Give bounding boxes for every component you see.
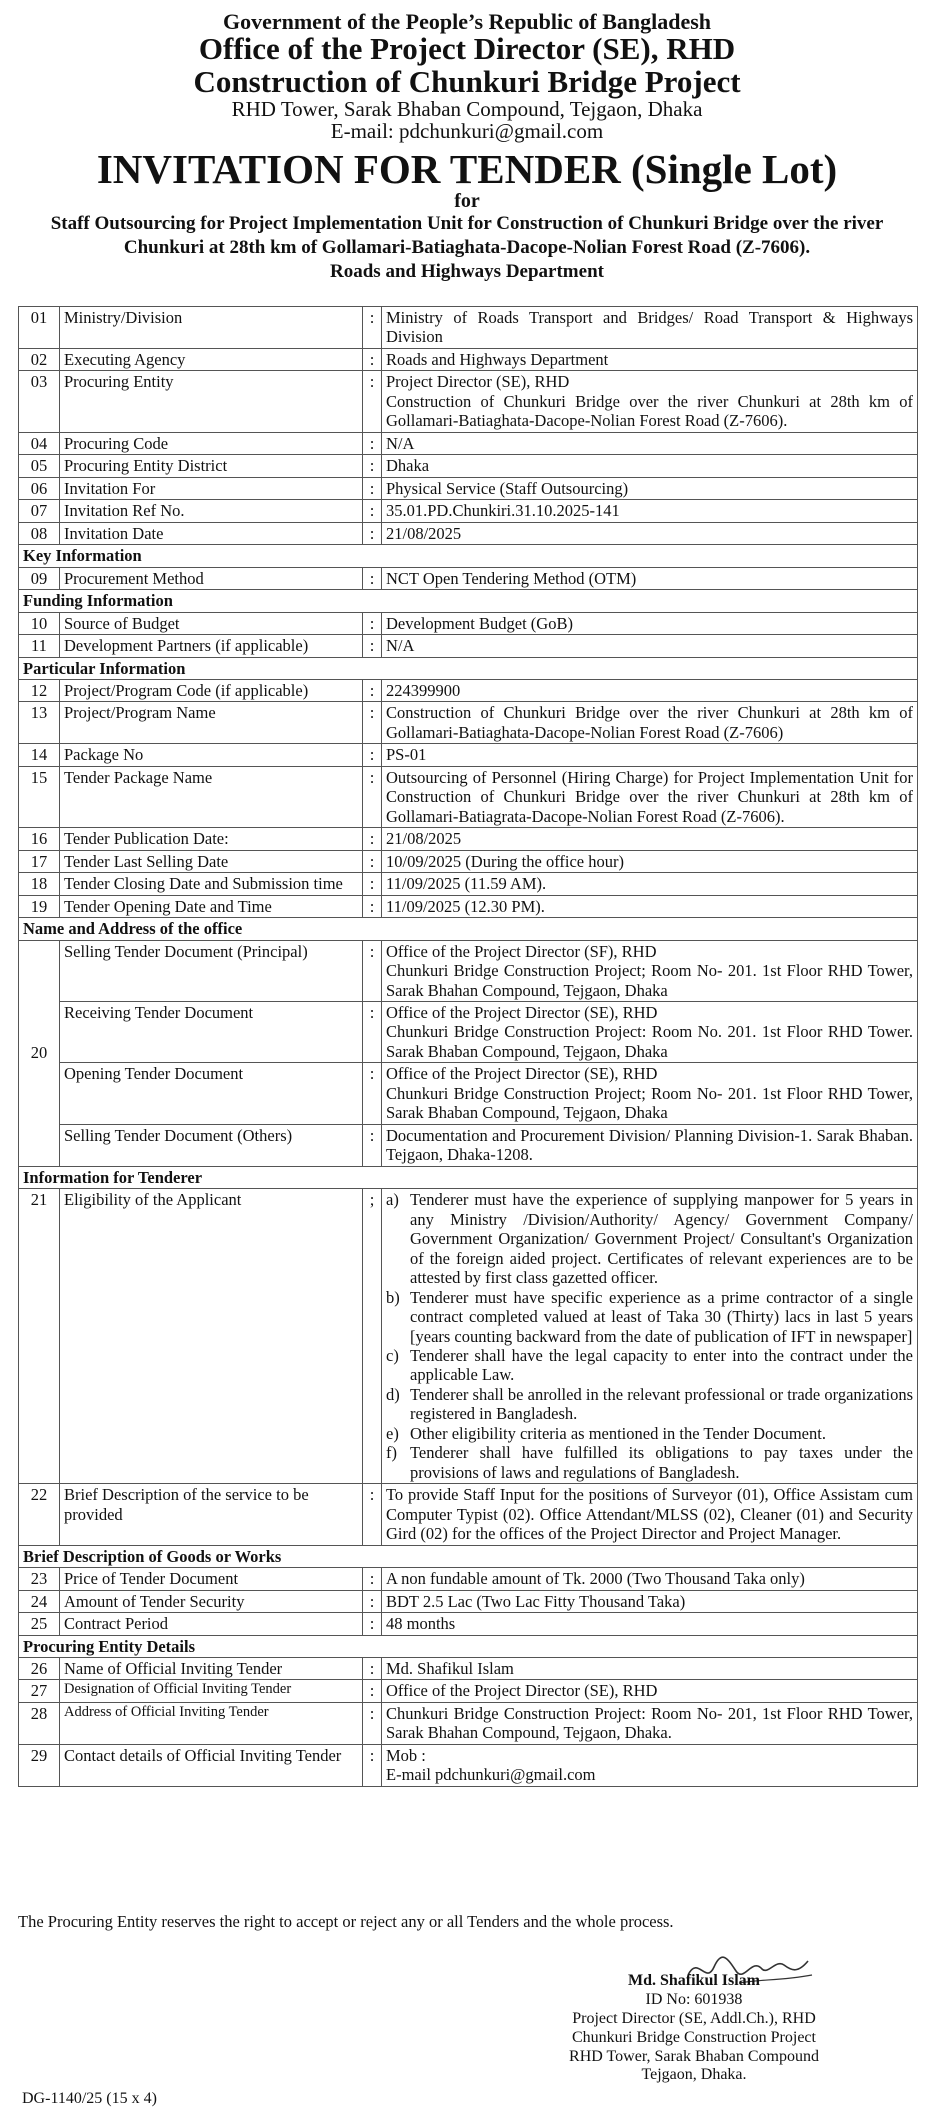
table-row: 22 Brief Description of the service to be provided : To provide Staff Input for the positions of Surveyor (01), Office Assistam cum Computer Typist (02). Office Attendant/MLSS (02), Cleaner (01) and Security Gird (02) for the offices of the Project Director and Project Manager. [19,1484,918,1545]
row-num: 12 [19,679,60,701]
section-title: Information for Tenderer [19,1166,918,1188]
table-row: 23 Price of Tender Document : A non fundable amount of Tk. 2000 (Two Thousand Taka only) [19,1568,918,1590]
row-num: 27 [19,1680,60,1702]
row-label: Tender Closing Date and Submission time [60,873,363,895]
row-label: Name of Official Inviting Tender [60,1658,363,1680]
row-num: 14 [19,744,60,766]
row-num: 15 [19,766,60,827]
row-num: 22 [19,1484,60,1545]
row-value: N/A [382,432,918,454]
row-label: Eligibility of the Applicant [60,1189,363,1484]
row-label: Designation of Official Inviting Tender [60,1680,363,1702]
row-label: Contract Period [60,1613,363,1635]
row-label: Project/Program Code (if applicable) [60,679,363,701]
list-item: f) Tenderer shall have fulfilled its obligations to pay taxes under the provisions of laws and regulations of Bangladesh. [386,1443,913,1482]
row-label: Development Partners (if applicable) [60,635,363,657]
row-num: 21 [19,1189,60,1484]
row-label: Ministry/Division [60,307,363,349]
section-header [19,545,918,567]
row-value [382,940,918,1001]
row-label: Opening Tender Document [60,1063,363,1124]
table-row: Receiving Tender Document : Office of the Project Director (SE), RHD Chunkuri Bridge Construction Project: Room No. 201. 1st Floor RHD Tower. Sarak Bhaban Compound, Tejgaon, Dhaka [19,1002,918,1063]
value-line: Office of the Project Director (SF), RHD [386,941,657,961]
row-label: Procuring Code [60,432,363,454]
section-title: Procuring Entity Details [19,1635,918,1657]
dg-reference: DG-1140/25 (15 x 4) [22,2090,157,2107]
section-title: Brief Description of Goods or Works [19,1545,918,1567]
section-title: Name and Address of the office [19,918,918,940]
signatory-city: Tejgaon, Dhaka. [641,2066,747,2084]
row-value: To provide Staff Input for the positions of Surveyor (01), Office Assistam cum Computer Typist (02). Office Attendant/MLSS (02), Cleaner (01) and Security Gird (02) for the offices of the Project Director and Project Manager. [382,1484,918,1545]
signatory-designation: Project Director (SE, Addl.Ch.), RHD [572,2009,816,2027]
table-row: 25 Contract Period : 48 months [19,1613,918,1635]
table-row: 13 Project/Program Name : Construction of Chunkuri Bridge over the river Chunkuri at 28th km of Gollamari-Batiaghata-Dacope-Nolian Forest Road (Z-7606) [19,702,918,744]
table-row: 28 Address of Official Inviting Tender : Chunkuri Bridge Construction Project: Room No- 201, 1st Floor RHD Tower, Sarak Bhahan Compound, Tejgaon, Dhaka. [19,1702,918,1744]
row-label: Procuring Entity District [60,455,363,477]
tender-table [18,306,918,1787]
row-num: 16 [19,828,60,850]
row-num: 10 [19,612,60,634]
value-line: Chunkuri Bridge Construction Project; Room No- 201. 1st Floor RHD Tower, Sarak Bhaban Compound, Tejgaon, Dhaka [386,1083,913,1123]
page-title: INVITATION FOR TENDER (Single Lot) [96,146,838,193]
section-title: Key Information [19,545,918,567]
row-num: 29 [19,1744,60,1786]
row-label: Contact details of Official Inviting Tender [60,1744,363,1786]
table-row: 18 Tender Closing Date and Submission time : 11/09/2025 (11.59 AM). [19,873,918,895]
for-label: for [454,190,480,213]
row-value: Dhaka [382,455,918,477]
row-label: Receiving Tender Document [60,1002,363,1063]
table-row: 02 Executing Agency : Roads and Highways Department [19,348,918,370]
table-row: 08 Invitation Date : 21/08/2025 [19,522,918,544]
row-num: 06 [19,477,60,499]
row-value: A non fundable amount of Tk. 2000 (Two Thousand Taka only) [382,1568,918,1590]
row-label: Price of Tender Document [60,1568,363,1590]
table-row: Opening Tender Document : Office of the Project Director (SE), RHD Chunkuri Bridge Construction Project; Room No- 201. 1st Floor RHD Tower, Sarak Bhaban Compound, Tejgaon, Dhaka [19,1063,918,1124]
row-value: Development Budget (GoB) [382,612,918,634]
section-title: Funding Information [19,590,918,612]
row-num: 04 [19,432,60,454]
row-value: 11/09/2025 (12.30 PM). [382,895,918,917]
list-item: e) Other eligibility criteria as mentioned in the Tender Document. [386,1423,826,1443]
table-row: 05 Procuring Entity District : Dhaka [19,455,918,477]
table-row: 24 Amount of Tender Security : BDT 2.5 Lac (Two Lac Fitty Thousand Taka) [19,1590,918,1612]
row-value: Outsourcing of Personnel (Hiring Charge) for Project Implementation Unit for Construction of Chunkuri Bridge over the river Chunkuri at 28th km of Gollamari-Batiagrata-Dacope-Nolian Forest Road (Z-7606). [382,766,918,827]
subtitle: Staff Outsourcing for Project Implementation Unit for Construction of Chunkuri Bridge over the river Chunkuri at 28th km of Gollamari-Batiaghata-Dacope-Nolian Forest Road (Z-7606). [50,213,884,259]
row-num: 07 [19,500,60,522]
office-line: Office of the Project Director (SE), RHD [198,31,736,67]
row-num: 24 [19,1590,60,1612]
table-row: 01 Ministry/Division : Ministry of Roads Transport and Bridges/ Road Transport & Highways Division [19,307,918,349]
signatory-address: RHD Tower, Sarak Bhaban Compound [569,2047,819,2065]
table-row: 21 Eligibility of the Applicant ; a) Tenderer must have the experience of supplying manpower for 5 years in any Ministry /Division/Authority/ Agency/ Government Company/ Government Organization/ Government Project/ Consultant's Organization of the foreign aided project. Certificates of relevant experiences are to be attested by first class gazetted officer. b) Tenderer must have specific experience as a prime contractor of a single contract completed valued at least of Taka 30 (Thirty) lacs in last 5 years [years counting backward from the date of publication of IFT in newspaper] c) Tenderer shall have the legal capacity to enter into the contract under the applicable Law. d) Tenderer shall be anrolled in the relevant professional or trade organizations registered in Bangladesh. e) Other eligibility criteria as mentioned in the Tender Document. f) Tenderer shall have fulfilled its obligations to pay taxes under the provisions of laws and regulations of Bangladesh. [19,1189,918,1484]
table-row: Selling Tender Document (Others) : Documentation and Procurement Division/ Planning Division-1. Sarak Bhaban. Tejgaon, Dhaka-1208. [19,1124,918,1166]
row-num: 01 [19,307,60,349]
eligibility-list [386,1190,913,1482]
row-value: 48 months [382,1613,918,1635]
table-row: 03 Procuring Entity : Project Director (SE), RHD Construction of Chunkuri Bridge over the river Chunkuri at 28th km of Gollamari-Batiaghata-Dacope-Nolian Forest Road (Z-7606). [19,371,918,432]
letterhead [0,10,934,284]
list-item: d) Tenderer shall be anrolled in the relevant professional or trade organizations registered in Bangladesh. [386,1384,913,1424]
table-row: 14 Package No : PS-01 [19,744,918,766]
row-num: 26 [19,1658,60,1680]
row-label: Tender Package Name [60,766,363,827]
department: Roads and Highways Department [330,260,604,282]
row-value: Documentation and Procurement Division/ Planning Division-1. Sarak Bhaban. Tejgaon, Dhaka-1208. [382,1124,918,1166]
row-label: Address of Official Inviting Tender [60,1702,363,1744]
address-line: RHD Tower, Sarak Bhaban Compound, Tejgaon, Dhaka [231,97,703,122]
row-value: Construction of Chunkuri Bridge over the river Chunkuri at 28th km of Gollamari-Batiaghata-Dacope-Nolian Forest Road (Z-7606) [382,702,918,744]
row-value: 21/08/2025 [382,522,918,544]
table-row: 10 Source of Budget : Development Budget (GoB) [19,612,918,634]
row-label: Invitation For [60,477,363,499]
table-row: 04 Procuring Code : N/A [19,432,918,454]
row-value [382,1002,918,1063]
row-value: Md. Shafikul Islam [382,1658,918,1680]
list-item: c) Tenderer shall have the legal capacity to enter into the contract under the applicable Law. [386,1345,913,1385]
row-num: 03 [19,371,60,432]
project-line: Construction of Chunkuri Bridge Project [193,63,741,99]
section-header [19,1635,918,1657]
row-num: 20 [19,940,60,1166]
value-line: Construction of Chunkuri Bridge over the river Chunkuri at 28th km of Gollamari-Batiaghata-Dacope-Nolian Forest Road (Z-7606). [386,391,913,431]
table-row: 27 Designation of Official Inviting Tender : Office of the Project Director (SE), RHD [19,1680,918,1702]
row-value: Office of the Project Director (SE), RHD [382,1680,918,1702]
row-label: Source of Budget [60,612,363,634]
row-num: 13 [19,702,60,744]
row-value: Physical Service (Staff Outsourcing) [382,477,918,499]
value-line: Chunkuri Bridge Construction Project: Room No. 201. 1st Floor RHD Tower. Sarak Bhaban Compound, Tejgaon, Dhaka [386,1022,913,1061]
row-value: 224399900 [382,679,918,701]
value-line: Office of the Project Director (SE), RHD [386,1003,658,1022]
row-label: Tender Publication Date: [60,828,363,850]
row-label: Invitation Date [60,522,363,544]
table-row: 15 Tender Package Name : Outsourcing of Personnel (Hiring Charge) for Project Implementation Unit for Construction of Chunkuri Bridge over the river Chunkuri at 28th km of Gollamari-Batiagrata-Dacope-Nolian Forest Road (Z-7606). [19,766,918,827]
row-value: Ministry of Roads Transport and Bridges/ Road Transport & Highways Division [382,307,918,349]
table-row: 09 Procurement Method : NCT Open Tendering Method (OTM) [19,567,918,589]
row-value: 21/08/2025 [382,828,918,850]
section-header [19,918,918,940]
row-num: 02 [19,348,60,370]
row-num: 11 [19,635,60,657]
value-line: Chunkuri Bridge Construction Project; Room No- 201. 1st Floor RHD Tower, Sarak Bhahan Compound, Tejgaon, Dhaka [386,961,913,1000]
row-num: 28 [19,1702,60,1744]
signatory-project: Chunkuri Bridge Construction Project [572,2028,816,2046]
table-row: 26 Name of Official Inviting Tender : Md. Shafikul Islam [19,1658,918,1680]
row-value: Chunkuri Bridge Construction Project: Room No- 201, 1st Floor RHD Tower, Sarak Bhahan Compound, Tejgaon, Dhaka. [382,1702,918,1744]
table-row: 19 Tender Opening Date and Time : 11/09/2025 (12.30 PM). [19,895,918,917]
row-label: Package No [60,744,363,766]
tender-notice [0,10,934,2122]
section-header [19,1166,918,1188]
govt-line: Government of the People’s Republic of Bangladesh [222,9,712,34]
signatory-id: ID No: 601938 [645,1990,743,2008]
disclaimer-note: The Procuring Entity reserves the right to accept or reject any or all Tenders and the whole process. [18,1912,674,1931]
table-row: 29 Contact details of Official Inviting Tender : Mob : E-mail pdchunkuri@gmail.com [19,1744,918,1786]
row-label: Selling Tender Document (Principal) [60,940,363,1001]
table-row: 20 Selling Tender Document (Principal) : Office of the Project Director (SF), RHD Chunkuri Bridge Construction Project; Room No- 201. 1st Floor RHD Tower, Sarak Bhahan Compound, Tejgaon, Dhaka [19,940,918,1001]
row-value: 11/09/2025 (11.59 AM). [382,873,918,895]
row-value: N/A [382,635,918,657]
row-label: Amount of Tender Security [60,1590,363,1612]
list-item: b) Tenderer must have specific experience as a prime contractor of a single contract completed valued at least of Taka 30 (Thirty) lacs in last 5 years [years counting backward from the date of publication of IFT in newspaper] [386,1287,913,1346]
signature-block [524,1972,864,2085]
section-title: Particular Information [19,657,918,679]
row-label: Executing Agency [60,348,363,370]
section-header [19,590,918,612]
value-line: Project Director (SE), RHD [386,372,570,392]
row-value [382,371,918,432]
row-num: 18 [19,873,60,895]
table-row: 07 Invitation Ref No. : 35.01.PD.Chunkiri.31.10.2025-141 [19,500,918,522]
row-value [382,1063,918,1124]
row-num: 25 [19,1613,60,1635]
row-label: Procurement Method [60,567,363,589]
row-num: 17 [19,850,60,872]
signatory-name: Md. Shafikul Islam [627,1972,761,1989]
row-num: 19 [19,895,60,917]
row-value [382,1744,918,1786]
row-label: Project/Program Name [60,702,363,744]
table-row: 17 Tender Last Selling Date : 10/09/2025 (During the office hour) [19,850,918,872]
row-value: PS-01 [382,744,918,766]
value-line: Office of the Project Director (SE), RHD [386,1064,658,1084]
row-value: 35.01.PD.Chunkiri.31.10.2025-141 [382,500,918,522]
table-row: 12 Project/Program Code (if applicable) : 224399900 [19,679,918,701]
row-label: Brief Description of the service to be provided [60,1484,363,1545]
row-num: 23 [19,1568,60,1590]
row-label: Tender Opening Date and Time [60,895,363,917]
table-row: 06 Invitation For : Physical Service (Staff Outsourcing) [19,477,918,499]
list-item: a) Tenderer must have the experience of supplying manpower for 5 years in any Ministry /Division/Authority/ Agency/ Government Company/ Government Organization/ Government Project/ Consultant's Organization of the foreign aided project. Certificates of relevant experiences are to be attested by first class gazetted officer. [386,1190,913,1288]
row-value [382,1189,918,1484]
row-value: BDT 2.5 Lac (Two Lac Fitty Thousand Taka) [382,1590,918,1612]
table-row: 16 Tender Publication Date: : 21/08/2025 [19,828,918,850]
row-num: 08 [19,522,60,544]
row-label: Invitation Ref No. [60,500,363,522]
section-header [19,657,918,679]
row-num: 05 [19,455,60,477]
email-line: E-mail: pdchunkuri@gmail.com [330,119,604,144]
row-num: 09 [19,567,60,589]
row-value: NCT Open Tendering Method (OTM) [382,567,918,589]
row-label: Tender Last Selling Date [60,850,363,872]
row-value: Roads and Highways Department [382,348,918,370]
value-line: Mob : [386,1745,426,1765]
row-label: Procuring Entity [60,371,363,432]
value-line: E-mail pdchunkuri@gmail.com [386,1765,596,1785]
row-label: Selling Tender Document (Others) [60,1124,363,1166]
section-header [19,1545,918,1567]
table-row: 11 Development Partners (if applicable) : N/A [19,635,918,657]
row-value: 10/09/2025 (During the office hour) [382,850,918,872]
